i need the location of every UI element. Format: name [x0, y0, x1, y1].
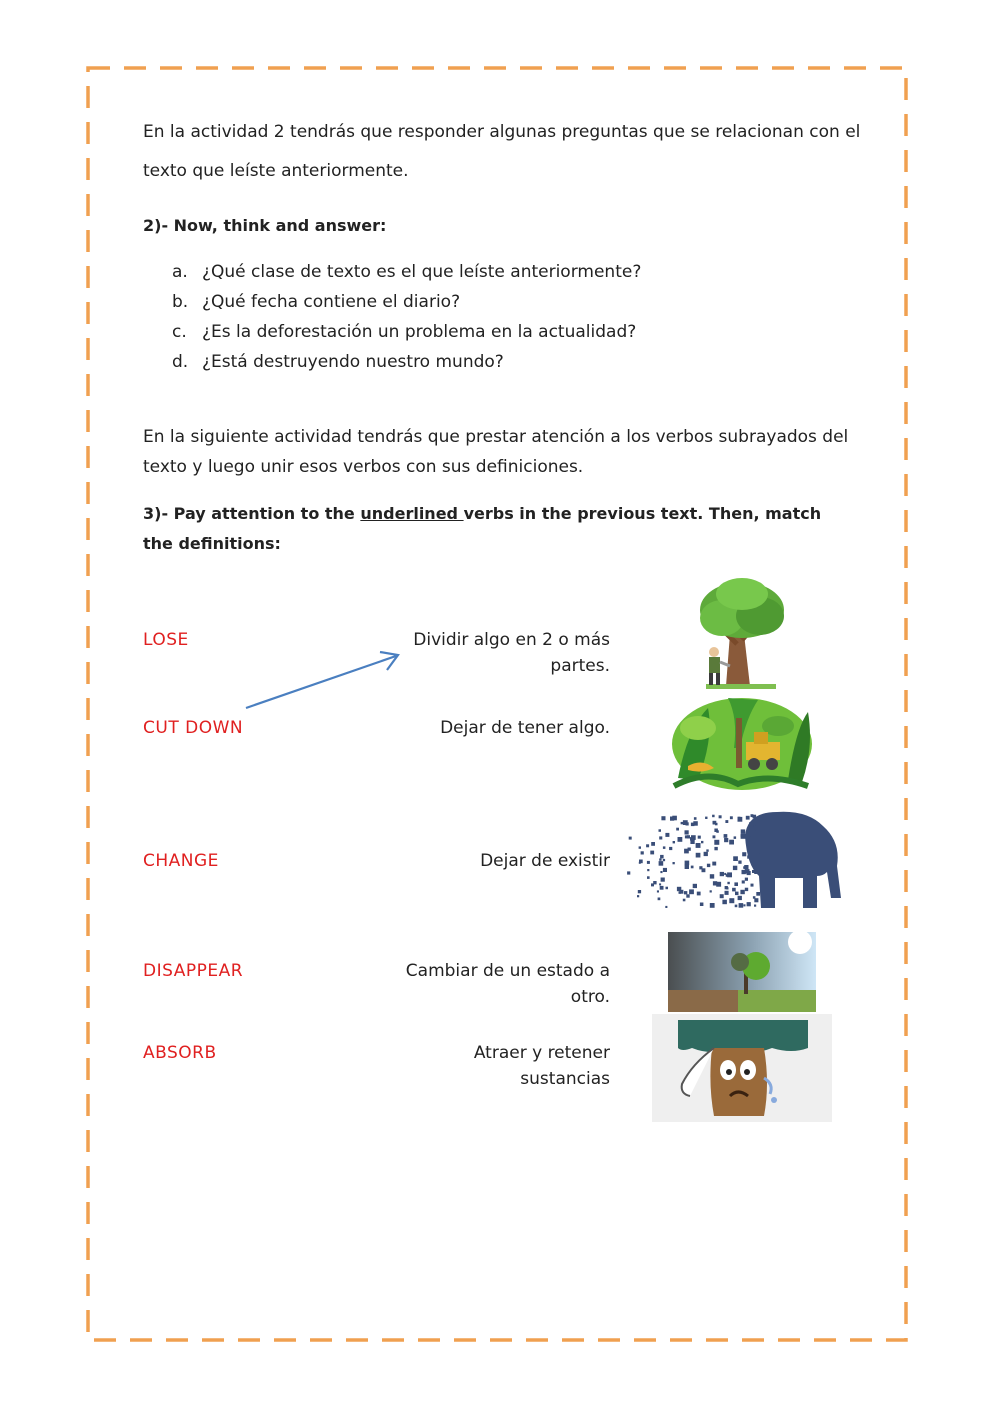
pixel-fragment: [754, 830, 756, 832]
pixel-fragment: [685, 861, 690, 866]
definition-3[interactable]: Dejar de existir: [480, 851, 610, 871]
pixel-fragment: [730, 816, 733, 819]
pixel-fragment: [738, 861, 741, 864]
pixel-fragment: [661, 816, 665, 820]
pixel-fragment: [696, 853, 701, 858]
pixel-fragment: [707, 864, 710, 867]
pixel-fragment: [683, 899, 686, 902]
pixel-fragment: [659, 861, 664, 866]
pixel-fragment: [650, 851, 654, 855]
pixel-fragment: [673, 862, 675, 864]
pixel-fragment: [739, 903, 744, 908]
pixel-fragment: [734, 882, 738, 886]
pixel-fragment: [724, 873, 726, 875]
pixel-fragment: [666, 887, 669, 890]
pixel-fragment: [693, 821, 698, 826]
crying-tree-icon: [652, 1014, 832, 1122]
verb-disappear[interactable]: DISAPPEAR: [143, 961, 244, 981]
pixel-fragment: [669, 847, 672, 850]
pixel-fragment: [701, 841, 703, 843]
pixel-fragment: [641, 851, 644, 854]
pixel-fragment: [693, 884, 697, 888]
pixel-fragment: [639, 846, 641, 848]
match-arrow: [240, 648, 410, 714]
pixel-fragment: [722, 900, 727, 905]
intro-line-1: En la actividad 2 tendrás que responder algunas preguntas que se relacionan con el: [143, 122, 861, 142]
pixel-fragment: [740, 890, 744, 894]
intro-line-2: texto que leíste anteriormente.: [143, 161, 409, 181]
pixel-fragment: [710, 890, 712, 892]
pixel-fragment: [725, 891, 729, 895]
pixel-fragment: [756, 892, 760, 896]
pixel-fragment: [683, 820, 688, 825]
pixel-fragment: [747, 871, 751, 875]
pixel-fragment: [676, 828, 679, 831]
verb-lose[interactable]: LOSE: [143, 630, 189, 650]
pixel-fragment: [665, 833, 669, 837]
pixel-fragment: [756, 825, 759, 828]
pixel-fragment: [744, 865, 748, 869]
pixel-fragment: [747, 902, 751, 906]
pixel-fragment: [688, 848, 691, 851]
pixel-fragment: [647, 869, 649, 871]
pixel-fragment: [639, 860, 643, 864]
pixel-fragment: [756, 853, 760, 857]
pixel-fragment: [696, 843, 701, 848]
tree-lumberjack-icon: [692, 574, 792, 692]
verb-absorb[interactable]: ABSORB: [143, 1043, 217, 1063]
pixel-fragment: [663, 846, 666, 849]
pixel-fragment: [651, 842, 655, 846]
question-item: d. ¿Está destruyendo nuestro mundo?: [172, 352, 504, 372]
pixel-fragment: [754, 848, 759, 853]
pixel-fragment: [659, 858, 661, 860]
pixel-fragment: [660, 855, 664, 859]
pixel-fragment: [715, 841, 718, 844]
pixel-fragment: [720, 872, 724, 876]
pixel-fragment: [738, 898, 740, 900]
pixel-fragment: [733, 856, 738, 861]
pixel-fragment: [743, 904, 745, 906]
pixel-fragment: [727, 882, 729, 884]
pixel-fragment: [729, 840, 734, 845]
pixel-fragment: [657, 890, 659, 892]
pixel-fragment: [706, 849, 708, 851]
pixel-fragment: [705, 817, 707, 819]
pixel-fragment: [663, 859, 665, 861]
pixel-fragment: [691, 866, 694, 869]
pixel-fragment: [681, 822, 683, 824]
question-item: b. ¿Qué fecha contiene el diario?: [172, 292, 461, 312]
pixel-fragment: [753, 815, 757, 819]
pixel-fragment: [651, 883, 654, 886]
pixel-fragment: [659, 829, 662, 832]
pixel-fragment: [647, 861, 650, 864]
pixel-fragment: [724, 838, 728, 842]
pixel-fragment: [672, 816, 677, 821]
pixel-fragment: [700, 903, 704, 907]
pixel-fragment: [719, 815, 722, 818]
pixel-fragment: [685, 865, 689, 869]
pixel-fragment: [698, 836, 701, 839]
pixel-fragment: [637, 895, 639, 897]
pixel-fragment: [704, 852, 708, 856]
definition-5[interactable]: Atraer y retener sustancias: [473, 1043, 610, 1089]
pixel-fragment: [745, 878, 748, 881]
pixel-elephant-icon: [627, 806, 851, 912]
pixel-fragment: [712, 862, 716, 866]
pixel-fragment: [638, 890, 641, 893]
pixel-fragment: [741, 835, 744, 838]
pixel-fragment: [754, 865, 757, 868]
pixel-fragment: [659, 883, 661, 885]
pixel-fragment: [754, 898, 758, 902]
pixel-fragment: [686, 894, 689, 897]
underlined-word: underlined: [360, 504, 464, 523]
pixel-fragment: [660, 886, 664, 890]
pixel-fragment: [702, 868, 706, 872]
activity3-heading: 3)- Pay attention to the underlined verbs in the previous text. Then, match: [143, 504, 822, 523]
pixel-fragment: [658, 898, 661, 901]
definition-1[interactable]: Dividir algo en 2 o más partes.: [413, 630, 610, 676]
pixel-fragment: [750, 836, 754, 840]
pixel-fragment: [714, 847, 717, 850]
pixel-fragment: [629, 837, 632, 840]
pixel-fragment: [724, 834, 728, 838]
jungle-bulldozer-icon: [668, 688, 816, 794]
pixel-fragment: [684, 891, 687, 894]
pixel-fragment: [661, 878, 665, 882]
pixel-fragment: [663, 868, 667, 872]
instructions3-line-2: texto y luego unir esos verbos con sus definiciones.: [143, 457, 584, 477]
pixel-fragment: [627, 871, 630, 874]
pixel-fragment: [742, 870, 746, 874]
pixel-fragment: [741, 829, 746, 834]
pixel-fragment: [720, 894, 724, 898]
pixel-fragment: [694, 817, 697, 820]
instructions3-line-1: En la siguiente actividad tendrás que prestar atención a los verbos subrayados del: [143, 427, 849, 447]
pixel-fragment: [735, 905, 738, 908]
pixel-fragment: [685, 830, 689, 834]
question-item: a. ¿Qué clase de texto es el que leíste anteriormente?: [172, 262, 642, 282]
pixel-fragment: [733, 866, 737, 870]
pixel-fragment: [659, 836, 662, 839]
pixel-fragment: [691, 836, 695, 840]
pixel-fragment: [746, 816, 750, 820]
pixel-fragment: [735, 892, 739, 896]
pixel-fragment: [690, 840, 694, 844]
definition-4[interactable]: Cambiar de un estado a otro.: [405, 961, 610, 1007]
pixel-fragment: [665, 906, 667, 908]
pixel-fragment: [751, 884, 754, 887]
pixel-fragment: [716, 830, 719, 833]
pixel-fragment: [647, 876, 650, 879]
pixel-fragment: [742, 852, 746, 856]
verb-cut-down[interactable]: CUT DOWN: [143, 718, 244, 738]
definition-2[interactable]: Dejar de tener algo.: [440, 718, 610, 738]
pixel-fragment: [738, 817, 743, 822]
verb-change[interactable]: CHANGE: [143, 851, 219, 871]
pixel-fragment: [745, 888, 748, 891]
pixel-fragment: [726, 887, 728, 889]
pixel-fragment: [710, 903, 715, 908]
pixel-fragment: [712, 815, 715, 818]
pixel-fragment: [727, 872, 732, 877]
pixel-fragment: [687, 835, 690, 838]
activity2-heading: 2)- Now, think and answer:: [143, 216, 387, 235]
pixel-fragment: [713, 881, 717, 885]
pixel-fragment: [673, 841, 675, 843]
pixel-fragment: [710, 874, 714, 878]
pixel-fragment: [754, 905, 756, 907]
pixel-fragment: [747, 855, 750, 858]
pixel-fragment: [729, 898, 734, 903]
pixel-fragment: [713, 821, 717, 825]
pixel-fragment: [732, 888, 736, 892]
pixel-fragment: [689, 889, 694, 894]
pixel-fragment: [713, 835, 716, 838]
pixel-fragment: [680, 890, 684, 894]
climate-tree-icon: [668, 932, 816, 1012]
pixel-fragment: [646, 844, 649, 847]
pixel-fragment: [749, 822, 754, 827]
question-item: c. ¿Es la deforestación un problema en la actualidad?: [172, 322, 637, 342]
pixel-fragment: [754, 871, 757, 874]
pixel-fragment: [742, 880, 745, 883]
pixel-fragment: [660, 871, 662, 873]
pixel-fragment: [697, 892, 701, 896]
pixel-fragment: [678, 837, 683, 842]
pixel-fragment: [725, 820, 728, 823]
pixel-fragment: [734, 836, 737, 839]
activity3-heading-line-2: the definitions:: [143, 534, 281, 553]
